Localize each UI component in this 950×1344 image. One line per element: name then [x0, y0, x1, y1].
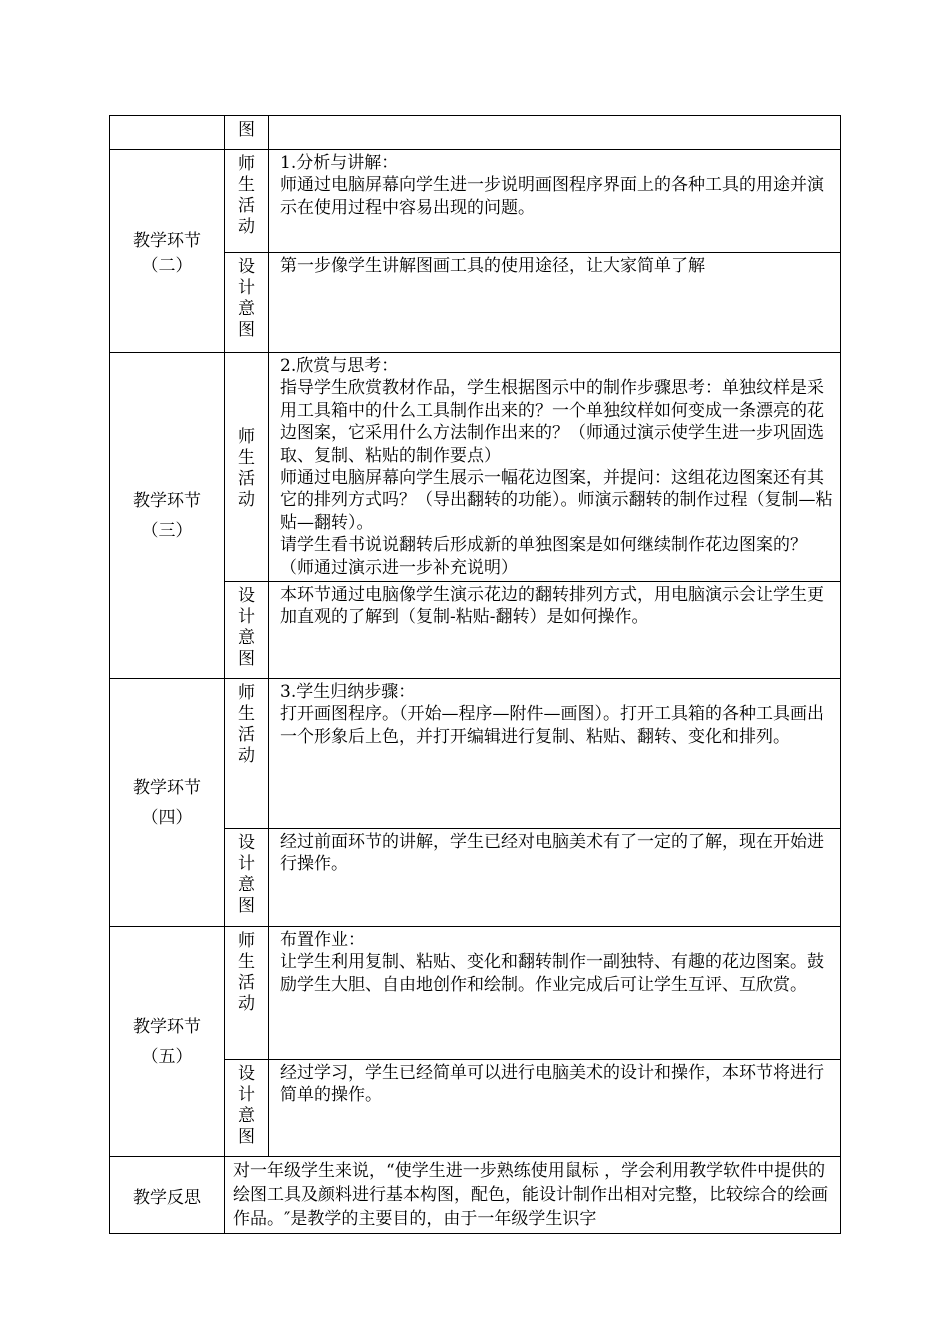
stage-label-5: 教学环节 （五）: [110, 927, 225, 1157]
section-3-activity-row: [110, 353, 841, 582]
stage-label-2: 教学环节 （二）: [110, 150, 225, 353]
design-content: 本环节通过电脑像学生演示花边的翻转排列方式，用电脑演示会让学生更加直观的了解到（复制-粘贴-翻转）是如何操作。: [269, 582, 841, 679]
reflection-label: 教学反思: [110, 1157, 225, 1234]
activity-content: 2.欣赏与思考： 指导学生欣赏教材作品，学生根据图示中的制作步骤思考：单独纹样是采用工具箱中的什么工具制作出来的？一个单独纹样如何变成一条漂亮的花边图案，它采用什么方法制作出来的？（师通过演示使学生进一步巩固选取、复制、粘贴的制作要点） 师通过电脑屏幕向学生展示一幅花边图案，并提问：这组花边图案还有其它的排列方式吗？（导出翻转的功能）。师演示翻转的制作过程（复制—粘贴—翻转）。 请学生看书说说翻转后形成新的单独图案是如何继续制作花边图案的？（师通过演示进一步补充说明）: [269, 353, 841, 582]
role-cell-continued: 图: [225, 116, 269, 150]
stage-label-3: 教学环节 （三）: [110, 353, 225, 679]
stage-label-4: 教学环节 （四）: [110, 679, 225, 927]
empty-content-cell: [269, 116, 841, 150]
lesson-plan-table: [109, 115, 841, 1234]
section-2-activity-row: [110, 150, 841, 253]
section-5-activity-row: [110, 927, 841, 1060]
activity-content: 1.分析与讲解： 师通过电脑屏幕向学生进一步说明画图程序界面上的各种工具的用途并演示在使用过程中容易出现的问题。: [269, 150, 841, 253]
role-design: 设 计 意 图: [225, 829, 269, 927]
role-teacher-student: 师 生 活 动: [225, 353, 269, 582]
role-design: 设 计 意 图: [225, 1060, 269, 1157]
role-teacher-student: 师 生 活 动: [225, 150, 269, 253]
reflection-text: [225, 1157, 841, 1234]
role-design: 设 计 意 图: [225, 253, 269, 353]
role-design: 设 计 意 图: [225, 582, 269, 679]
role-teacher-student: 师 生 活 动: [225, 679, 269, 829]
reflection-row: [110, 1157, 841, 1234]
activity-content: 3.学生归纳步骤： 打开画图程序。（开始—程序—附件—画图）。打开工具箱的各种工具画出一个形象后上色，并打开编辑进行复制、粘贴、翻转、变化和排列。: [269, 679, 841, 829]
reflection-body: 对一年级学生来说，“使学生进一步熟练使用鼠标 ，学会利用教学软件中提供的绘图工具及颜料进行基本构图，配色，能设计制作出相对完整，比较综合的绘画作品。″是教学的主要目的，由于一年级学生识字: [233, 1161, 828, 1230]
design-content: 经过前面环节的讲解，学生已经对电脑美术有了一定的了解，现在开始进行操作。: [269, 829, 841, 927]
section-4-activity-row: [110, 679, 841, 829]
continuation-row: [110, 116, 841, 150]
design-content: 第一步像学生讲解图画工具的使用途径，让大家简单了解: [269, 253, 841, 353]
design-content: 经过学习，学生已经简单可以进行电脑美术的设计和操作，本环节将进行简单的操作。: [269, 1060, 841, 1157]
role-teacher-student: 师 生 活 动: [225, 927, 269, 1060]
activity-content: 布置作业： 让学生利用复制、粘贴、变化和翻转制作一副独特、有趣的花边图案。鼓励学生大胆、自由地创作和绘制。作业完成后可让学生互评、互欣赏。: [269, 927, 841, 1060]
empty-stage-cell: [110, 116, 225, 150]
